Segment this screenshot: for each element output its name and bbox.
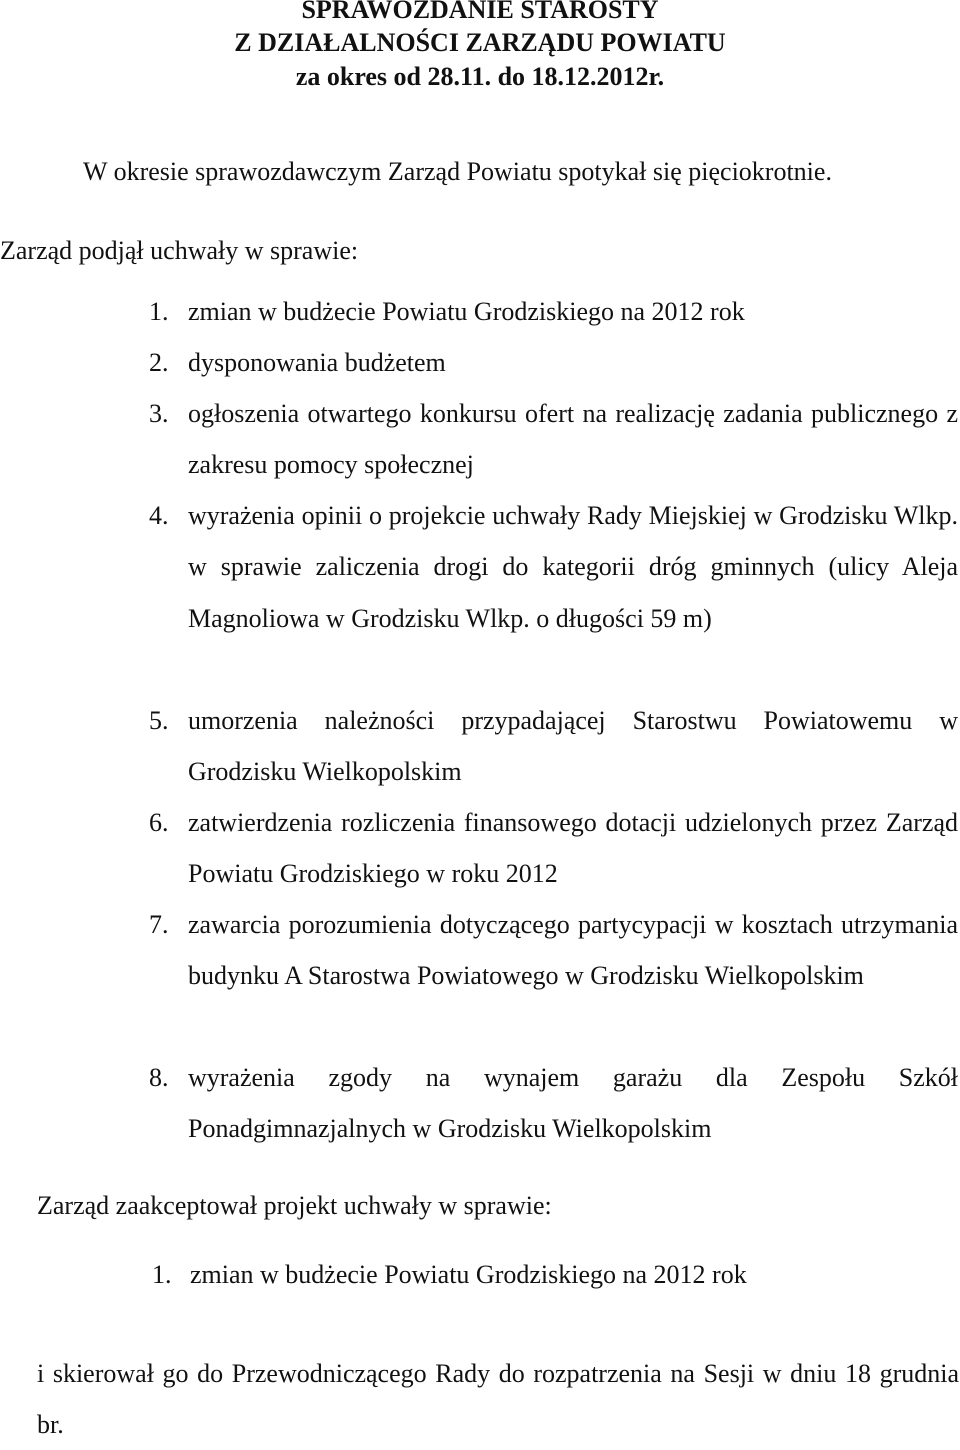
- intro-paragraph: W okresie sprawozdawczym Zarząd Powiatu spotykał się pięciokrotnie.: [83, 157, 832, 186]
- list-item-text: wyrażenia opinii o projekcie uchwały Rady Miejskiej w Grodzisku Wlkp. w sprawie zaliczenia drogi do kategorii dróg gminnych (ulicy Aleja Magnoliowa w Grodzisku Wlkp. o długości 59 m): [188, 501, 958, 633]
- list-item-text: zmian w budżecie Powiatu Grodziskiego na 2012 rok: [190, 1260, 747, 1289]
- list-item-number: 3.: [149, 399, 169, 428]
- list-item-number: 1.: [149, 297, 169, 326]
- list-item-text: dysponowania budżetem: [188, 348, 446, 377]
- resolutions-heading: Zarząd podjął uchwały w sprawie:: [0, 236, 359, 265]
- list-item-text: zawarcia porozumienia dotyczącego partycypacji w kosztach utrzymania budynku A Starostwa Powiatowego w Grodzisku Wielkopolskim: [188, 910, 958, 991]
- report-title-line-1: SPRAWOZDANIE STAROSTY: [301, 0, 659, 24]
- list-item-number: 4.: [149, 501, 169, 530]
- list-item-number: 8.: [149, 1063, 169, 1092]
- list-item-text: zatwierdzenia rozliczenia finansowego dotacji udzielonych przez Zarząd Powiatu Grodziskiego w roku 2012: [188, 808, 958, 889]
- accepted-heading: Zarząd zaakceptował projekt uchwały w sprawie:: [37, 1191, 552, 1220]
- list-item-number: 6.: [149, 808, 169, 837]
- list-item-text: ogłoszenia otwartego konkursu ofert na realizację zadania publicznego z zakresu pomocy społecznej: [188, 399, 958, 480]
- list-item-number: 5.: [149, 706, 169, 735]
- list-item-text: zmian w budżecie Powiatu Grodziskiego na 2012 rok: [188, 297, 745, 326]
- list-item-number: 1.: [152, 1260, 172, 1289]
- list-item-text: umorzenia należności przypadającej Starostwu Powiatowemu w Grodzisku Wielkopolskim: [188, 706, 958, 787]
- closing-paragraph: i skierował go do Przewodniczącego Rady do rozpatrzenia na Sesji w dniu 18 grudnia br.: [37, 1359, 959, 1439]
- list-item-text: wyrażenia zgody na wynajem garażu dla Zespołu Szkół Ponadgimnazjalnych w Grodzisku Wielkopolskim: [188, 1063, 958, 1144]
- list-item-number: 7.: [149, 910, 169, 939]
- list-item-number: 2.: [149, 348, 169, 377]
- report-title-line-2: Z DZIAŁALNOŚCI ZARZĄDU POWIATU: [234, 28, 726, 57]
- report-title-line-3: za okres od 28.11. do 18.12.2012r.: [295, 62, 665, 91]
